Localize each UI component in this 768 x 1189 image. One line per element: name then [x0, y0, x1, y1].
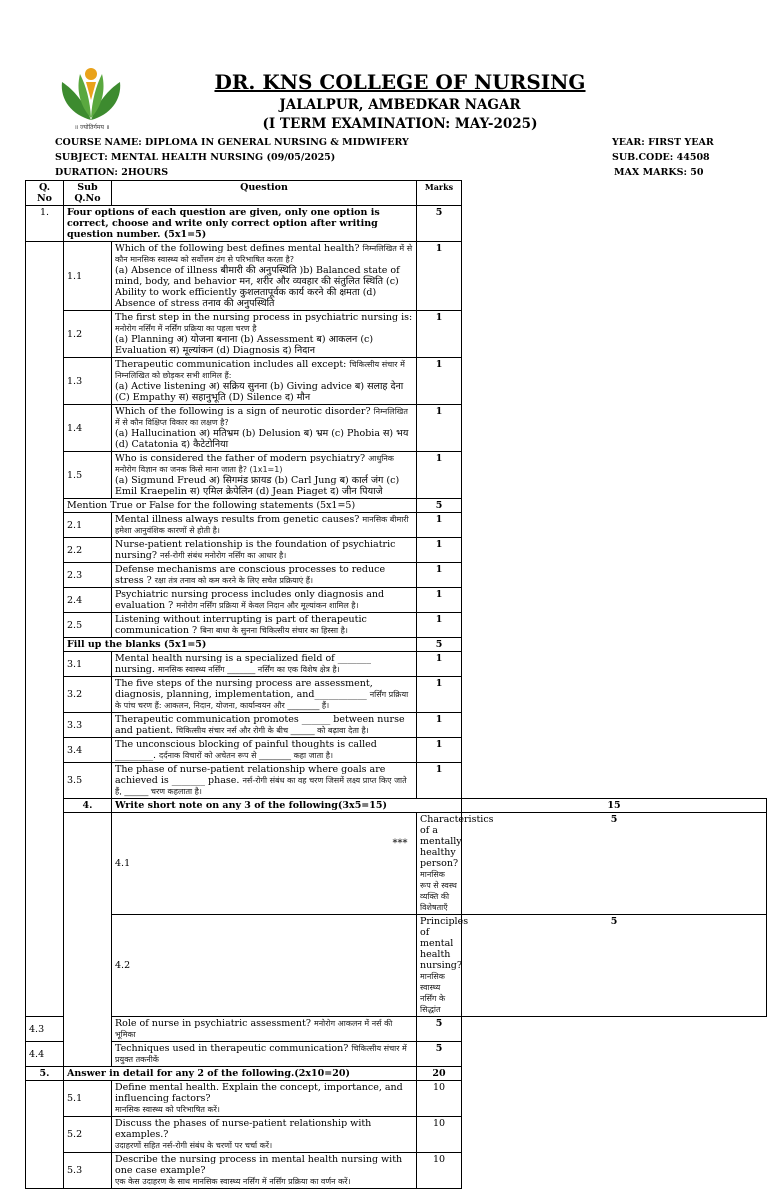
sub-code: SUB.CODE: 44508	[612, 152, 710, 163]
question-marks: 1	[417, 677, 462, 713]
section-no: 4.	[64, 799, 112, 813]
question-text	[112, 513, 417, 538]
section-marks: 20	[417, 1067, 462, 1081]
question-en: Therapeutic communication includes all except:	[115, 359, 350, 370]
sub-number: 1.4	[64, 405, 112, 452]
question-hi: रक्षा तंत्र तनाव को कम करने के लिए सचेत प्रक्रियाएं हैं।	[154, 576, 314, 585]
duration: DURATION: 2HOURS	[55, 167, 169, 178]
sub-number: 5.1	[64, 1081, 112, 1117]
section-marks: 5	[417, 206, 462, 242]
sub-number: 3.1	[64, 652, 112, 677]
sub-number: 2.3	[64, 563, 112, 588]
section-row	[26, 799, 767, 813]
sub-number: 2.2	[64, 538, 112, 563]
sub-number: 1.2	[64, 311, 112, 358]
sub-number: 3.5	[64, 763, 112, 799]
question-hi: बिना बाधा के सुनना चिकित्सीय संचार का हिस्सा है।	[200, 626, 348, 635]
question-text	[417, 813, 494, 915]
question-en: The first step in the nursing process in psychiatric nursing is:	[115, 312, 413, 323]
col-question: Question	[112, 181, 417, 206]
question-row	[26, 563, 767, 588]
question-row	[26, 1153, 767, 1189]
question-marks: 1	[417, 538, 462, 563]
question-marks: 1	[417, 311, 462, 358]
section-marks: 15	[462, 799, 767, 813]
question-text	[112, 452, 417, 499]
blank-cell	[64, 813, 112, 1067]
logo-motto: ॥ ज्योतिर्गमय ॥	[74, 124, 110, 131]
question-marks: 5	[462, 813, 767, 915]
question-hi: चिकित्सीय संचार में प्रयुक्त तकनीकें	[115, 1044, 407, 1064]
question-hi: मानसिक स्वास्थ्य नर्सिंग _______ नर्सिंग का एक विशेष क्षेत्र है।	[157, 665, 340, 674]
question-text	[112, 738, 417, 763]
section-row	[26, 638, 767, 652]
question-hi: चिकित्सीय संचार नर्स और रोगी के बीच ______ को बढ़ावा देता है।	[176, 726, 369, 735]
question-en: Which of the following best defines mental health?	[115, 243, 363, 254]
question-hi: नर्स-रोगी संबंध का वह चरण जिसमें लक्ष्य प्राप्त किए जाते हैं, ______ चरण कहलाता है।	[115, 776, 407, 796]
question-marks: 5	[417, 1042, 462, 1067]
question-en: Therapeutic communication promotes ______ between nurse and patient.	[115, 714, 405, 736]
question-en: Nurse-patient relationship is the foundation of psychiatric nursing?	[115, 539, 396, 561]
sub-number: 4.1	[112, 813, 417, 915]
question-en: Which of the following is a sign of neurotic disorder?	[115, 406, 374, 417]
question-text	[112, 763, 417, 799]
question-text	[112, 1042, 417, 1067]
question-marks: 1	[417, 405, 462, 452]
question-hi: मनोरोग आकलन में नर्स की भूमिका	[115, 1019, 393, 1039]
exam-title: (I TERM EXAMINATION: MAY-2025)	[262, 116, 538, 132]
section-row	[26, 206, 767, 242]
sub-number: 2.1	[64, 513, 112, 538]
section-no: 5.	[26, 1067, 64, 1081]
question-en: The phase of nurse-patient relationship where goals are achieved is _______ phase.	[115, 764, 386, 786]
col-subqno: Sub Q.No	[64, 181, 112, 206]
sub-number: 4.2	[112, 915, 417, 1017]
question-en: Listening without interrupting is part of therapeutic communication ?	[115, 614, 367, 636]
question-marks: 10	[417, 1117, 462, 1153]
question-row	[26, 613, 767, 638]
section-instruction: Write short note on any 3 of the following(3x5=15)	[112, 799, 462, 813]
question-row	[26, 405, 767, 452]
question-options: (a) Absence of illness बीमारी की अनुपस्थिति )b) Balanced state of mind, body, and behavior मन, शरीर और व्यवहार की संतुलित स्थिति (c) Ability to work efficiently कुशलतापूर्वक कार्य करने की क्षमता (d) Absence of stress तनाव की अनुपस्थिति	[115, 265, 400, 309]
question-text	[112, 613, 417, 638]
question-en: Role of nurse in psychiatric assessment?	[115, 1018, 314, 1029]
question-en: Mental health nursing is a specialized field of _______ nursing.	[115, 653, 371, 675]
question-en: Principles of mental health nursing?	[420, 916, 469, 971]
course-name: COURSE NAME: DIPLOMA IN GENERAL NURSING & MIDWIFERY	[55, 137, 409, 148]
col-marks: Marks	[417, 181, 462, 206]
question-table	[25, 180, 767, 1189]
question-text	[112, 1081, 417, 1117]
sub-number: 5.3	[64, 1153, 112, 1189]
question-hi: दर्दनाक विचारों को अचेतन रूप से ________ कहा जाता है।	[159, 751, 334, 760]
sub-number: 3.3	[64, 713, 112, 738]
question-hi: चिकित्सीय संचार में निम्नलिखित को छोड़कर सभी शामिल हैं:	[115, 360, 405, 380]
sub-number: 1.1	[64, 242, 112, 311]
col-qno: Q. No	[26, 181, 64, 206]
question-text	[112, 311, 417, 358]
question-hi: नर्सिंग प्रक्रिया के पांच चरण हैं: आकलन, निदान, योजना, कार्यान्वयन और ________ हैं।	[115, 690, 409, 710]
question-marks: 1	[417, 713, 462, 738]
question-en: Who is considered the father of modern psychiatry?	[115, 453, 369, 464]
question-en: Characteristics of a mentally healthy person?	[420, 814, 494, 869]
sub-number: 3.2	[64, 677, 112, 713]
sub-number: 2.5	[64, 613, 112, 638]
question-hi: निम्नलिखित में से कौन विक्षिप्त विकार का लक्षण है?	[115, 407, 408, 427]
question-en: Describe the nursing process in mental health nursing with one case example?	[115, 1154, 403, 1176]
question-en: Discuss the phases of nurse-patient relationship with examples.?	[115, 1118, 372, 1140]
question-hi: आधुनिक मनोरोग विज्ञान का जनक किसे माना जाता है? (1x1=1)	[115, 454, 394, 474]
question-marks: 1	[417, 452, 462, 499]
question-row	[26, 242, 767, 311]
question-en: Techniques used in therapeutic communication?	[115, 1043, 352, 1054]
sub-number: 5.2	[64, 1117, 112, 1153]
question-text	[112, 405, 417, 452]
question-hi: मनोरोग नर्सिंग में नर्सिंग प्रक्रिया का पहला चरण है	[115, 324, 257, 333]
question-hi: उदाहरणों सहित नर्स-रोगी संबंध के चरणों पर चर्चा करें।	[115, 1141, 273, 1150]
question-text	[112, 1117, 417, 1153]
question-en: The five steps of the nursing process are assessment, diagnosis, planning, implementation, and___________	[115, 678, 373, 700]
question-text	[112, 713, 417, 738]
question-marks: 1	[417, 358, 462, 405]
question-row	[26, 738, 767, 763]
sub-number: 1.5	[64, 452, 112, 499]
question-options: (a) Active listening अ) सक्रिय सुनना (b) Giving advice ब) सलाह देना (C) Empathy स) सहानुभूति (D) Silence द) मौन	[115, 381, 404, 403]
college-name: DR. KNS COLLEGE OF NURSING	[214, 70, 586, 94]
question-hi: मानसिक रूप से स्वस्थ व्यक्ति की विशेषताएँ	[420, 870, 457, 912]
question-row	[26, 311, 767, 358]
section-instruction: Fill up the blanks (5x1=5)	[64, 638, 417, 652]
question-row	[26, 915, 767, 1017]
section-instruction: Mention True or False for the following statements (5x1=5)	[64, 499, 417, 513]
question-marks: 5	[417, 1017, 462, 1042]
sub-number: 2.4	[64, 588, 112, 613]
blank-cell	[26, 242, 64, 1017]
question-text	[417, 915, 469, 1017]
question-marks: 5	[462, 915, 767, 1017]
question-text	[112, 1153, 417, 1189]
question-en: Psychiatric nursing process includes only diagnosis and evaluation ?	[115, 589, 385, 611]
question-hi: मनोरोग नर्सिंग प्रक्रिया में केवल निदान और मूल्यांकन शामिल है।	[176, 601, 359, 610]
question-hi: मानसिक बीमारी हमेशा आनुवंशिक कारणों से होती है।	[115, 515, 409, 535]
sub-number: 1.3	[64, 358, 112, 405]
question-hi: नर्स-रोगी संबंध मनोरोग नर्सिंग का आधार है।	[160, 551, 287, 560]
section-marks: 5	[417, 499, 462, 513]
question-row	[26, 1042, 767, 1067]
question-hi: निम्नलिखित में से कौन मानसिक स्वास्थ्य को सर्वोत्तम ढंग से परिभाषित करता है?	[115, 244, 413, 264]
question-en: Defense mechanisms are conscious processes to reduce stress ?	[115, 564, 386, 586]
section-row	[26, 1067, 767, 1081]
section-marks: 5	[417, 638, 462, 652]
section-row	[26, 499, 767, 513]
question-hi: मानसिक स्वास्थ्य नर्सिंग के सिद्धांत	[420, 972, 446, 1014]
question-row	[26, 452, 767, 499]
question-row	[26, 1017, 767, 1042]
sub-number: 3.4	[64, 738, 112, 763]
section-instruction: Four options of each question are given, only one option is correct, choose and write only correct option after writing question number. (5x1=5)	[64, 206, 417, 242]
question-text	[112, 563, 417, 588]
question-text	[112, 1017, 417, 1042]
question-options: (a) Hallucination अ) मतिभ्रम (b) Delusion ब) भ्रम (c) Phobia स) भय (d) Catatonia द) कैटेटोनिया	[115, 428, 409, 450]
college-location: JALALPUR, AMBEDKAR NAGAR	[279, 97, 521, 113]
question-marks: 1	[417, 563, 462, 588]
question-row	[26, 677, 767, 713]
question-en: Mental illness always results from genetic causes?	[115, 514, 363, 525]
question-row	[26, 513, 767, 538]
question-row	[26, 358, 767, 405]
question-text	[112, 652, 417, 677]
question-row	[26, 538, 767, 563]
question-en: The unconscious blocking of painful thoughts is called ________.	[115, 739, 377, 761]
question-options: (a) Planning अ) योजना बनाना (b) Assessment ब) आकलन (c) Evaluation स) मूल्यांकन (d) Diagnosis द) निदान	[115, 334, 374, 356]
question-text	[112, 242, 417, 311]
question-marks: 1	[417, 613, 462, 638]
question-marks: 1	[417, 242, 462, 311]
question-marks: 1	[417, 513, 462, 538]
question-row	[26, 588, 767, 613]
max-marks: MAX MARKS: 50	[614, 167, 704, 178]
question-row	[26, 1081, 767, 1117]
question-row	[26, 813, 767, 915]
question-en: Define mental health. Explain the concept, importance, and influencing factors?	[115, 1082, 403, 1104]
blank-cell	[26, 1081, 64, 1189]
sub-number: 4.4	[26, 1042, 64, 1067]
question-text	[112, 588, 417, 613]
question-marks: 1	[417, 652, 462, 677]
question-row	[26, 652, 767, 677]
question-text	[112, 677, 417, 713]
year: YEAR: FIRST YEAR	[612, 137, 714, 148]
question-marks: 10	[417, 1081, 462, 1117]
question-hi: एक केस उदाहरण के साथ मानसिक स्वास्थ्य नर्सिंग में नर्सिंग प्रक्रिया का वर्णन करें।	[115, 1177, 351, 1186]
question-row	[26, 1117, 767, 1153]
question-row	[26, 763, 767, 799]
end-marker: ***	[392, 838, 408, 849]
sub-number: 4.3	[26, 1017, 64, 1042]
subject: SUBJECT: MENTAL HEALTH NURSING (09/05/2025)	[55, 152, 336, 163]
question-row	[26, 713, 767, 738]
section-no: 1.	[26, 206, 64, 242]
table-header	[26, 181, 767, 206]
question-text	[112, 358, 417, 405]
question-marks: 10	[417, 1153, 462, 1189]
question-marks: 1	[417, 588, 462, 613]
question-text	[112, 538, 417, 563]
question-hi: मानसिक स्वास्थ्य को परिभाषित करें।	[115, 1105, 220, 1114]
question-options: (a) Sigmund Freud अ) सिगमंड फ्रायड (b) Carl Jung ब) कार्ल जंग (c) Emil Kraepelin स) एमिल क्रेपेलिन (d) Jean Piaget द) जीन पियाजे	[115, 475, 400, 497]
section-instruction: Answer in detail for any 2 of the following.(2x10=20)	[64, 1067, 417, 1081]
question-marks: 1	[417, 763, 462, 799]
question-marks: 1	[417, 738, 462, 763]
